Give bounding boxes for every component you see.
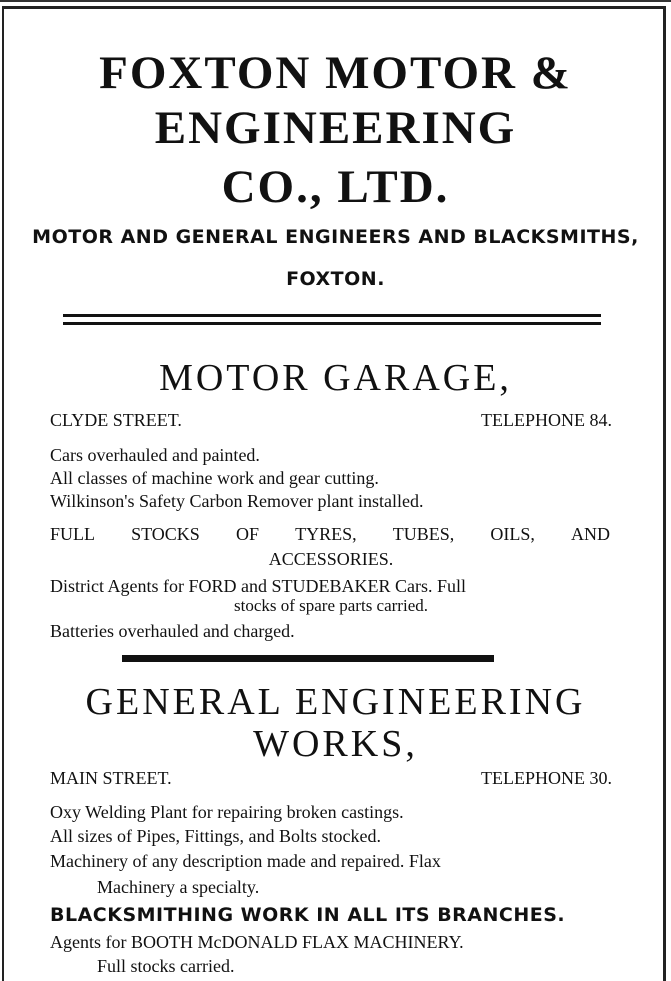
garage-stocks-cont: ACCESSORIES. [268,549,394,569]
garage-service-2: All classes of machine work and gear cutting. [50,468,379,488]
section-divider [122,655,494,662]
stocks-word: TUBES, [392,524,455,544]
double-rule-bottom [63,322,601,325]
works-address-row [50,768,612,789]
company-name-line1: FOXTON MOTOR & [99,47,572,99]
blacksmithing-banner: BLACKSMITHING WORK IN ALL ITS BRANCHES. [50,904,566,926]
works-street: MAIN STREET. [50,768,172,788]
stocks-word: OILS, [490,524,535,544]
works-service-1: Oxy Welding Plant for repairing broken castings. [50,802,404,822]
works-heading-line2: WORKS, [253,723,418,765]
garage-service-1: Cars overhauled and painted. [50,445,260,465]
garage-heading: MOTOR GARAGE, [159,357,512,399]
works-agents-cont: Full stocks carried. [97,956,235,976]
stocks-word: FULL [50,524,95,544]
garage-stocks-line [50,524,610,545]
company-name-line2: ENGINEERING [154,102,517,154]
company-location: FOXTON. [286,268,385,290]
works-agents: Agents for BOOTH McDONALD FLAX MACHINERY. [50,932,464,952]
stocks-word: OF [235,524,259,544]
works-service-2: All sizes of Pipes, Fittings, and Bolts stocked. [50,826,381,846]
stocks-word: AND [571,524,610,544]
stocks-word: STOCKS [131,524,200,544]
works-service-3: Machinery of any description made and repaired. Flax [50,851,441,871]
garage-service-3: Wilkinson's Safety Carbon Remover plant installed. [50,491,424,511]
company-description: MOTOR AND GENERAL ENGINEERS AND BLACKSMITHS, [32,226,639,248]
garage-agents-cont: stocks of spare parts carried. [233,596,428,615]
works-telephone: TELEPHONE 30. [481,768,612,788]
company-name-line3: CO., LTD. [221,161,450,213]
garage-batteries: Batteries overhauled and charged. [50,621,295,641]
works-service-3-cont: Machinery a specialty. [97,877,260,897]
garage-telephone: TELEPHONE 84. [481,410,612,430]
stocks-word: TYRES, [295,524,357,544]
double-rule-top [63,314,601,317]
works-heading-line1: GENERAL ENGINEERING [85,681,586,723]
top-border [0,0,671,2]
garage-agents: District Agents for FORD and STUDEBAKER Cars. Full [50,576,466,596]
garage-street: CLYDE STREET. [50,410,182,430]
garage-address-row [50,410,612,431]
